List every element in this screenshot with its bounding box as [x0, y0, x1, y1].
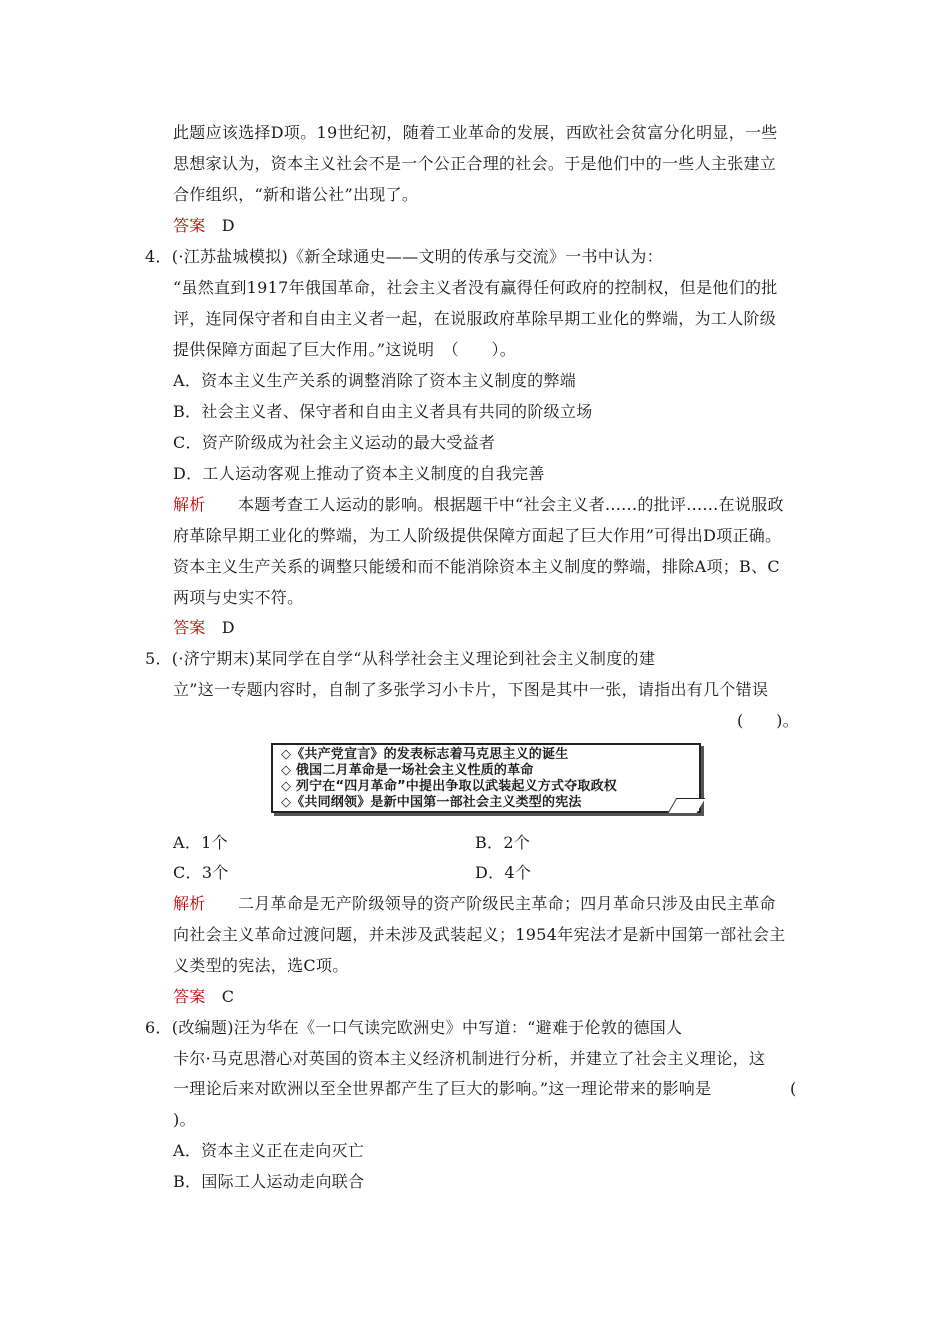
- question-stem: 4．(·江苏盐城模拟)《新全球通史——文明的传承与交流》一书中认为：: [145, 247, 663, 266]
- analysis-line: 两项与史实不符。: [173, 588, 304, 607]
- option-b: B．国际工人运动走向联合: [173, 1172, 365, 1191]
- answer-label: 答案: [173, 987, 206, 1006]
- card-line: ◇《共同纲领》是新中国第一部社会主义类型的宪法: [281, 795, 582, 810]
- option-b: B．社会主义者、保守者和自由主义者具有共同的阶级立场: [173, 402, 593, 421]
- option-d: D．工人运动客观上推动了资本主义制度的自我完善: [173, 464, 545, 483]
- answer-blank-open: (: [790, 1079, 797, 1098]
- quote-line: “虽然直到1917年俄国革命，社会主义者没有赢得任何政府的控制权，但是他们的批: [173, 278, 778, 297]
- question-stem: 卡尔·马克思潜心对英国的资本主义经济机制进行分析，并建立了社会主义理论，这: [173, 1049, 766, 1068]
- answer-line: [173, 617, 235, 639]
- question-stem: 一理论后来对欧洲以至全世界都产生了巨大的影响。”这一理论带来的影响是: [173, 1079, 712, 1098]
- option-a: A．1个: [173, 833, 228, 852]
- answer-value: D: [221, 216, 235, 235]
- answer-line: [173, 986, 234, 1008]
- question-stem: 6．(改编题)汪为华在《一口气读完欧洲史》中写道：“避难于伦敦的德国人: [145, 1018, 683, 1037]
- study-card-figure: [271, 743, 701, 813]
- answer-value: C: [221, 987, 235, 1006]
- analysis-line: 向社会主义革命过渡问题，并未涉及武装起义；1954年宪法才是新中国第一部社会主: [173, 925, 786, 944]
- text-line: 此题应该选择D项。19世纪初，随着工业革命的发展，西欧社会贫富分化明显，一些: [173, 123, 778, 142]
- answer-line: [173, 215, 235, 237]
- quote-line: 提供保障方面起了巨大作用。”这说明 （ ）。: [173, 340, 517, 359]
- answer-label: 答案: [173, 216, 206, 235]
- analysis-line: 资本主义生产关系的调整只能缓和而不能消除资本主义制度的弊端，排除A项；B、C: [173, 557, 780, 576]
- analysis-text: 本题考查工人运动的影响。根据题干中“社会主义者......的批评......在说服政: [237, 495, 784, 514]
- analysis-label: 解析: [173, 894, 206, 913]
- analysis-line: [173, 893, 776, 915]
- option-a: A．资本主义生产关系的调整消除了资本主义制度的弊端: [173, 371, 577, 390]
- option-b: B．2个: [475, 833, 531, 852]
- analysis-line: 义类型的宪法，选C项。: [173, 956, 349, 975]
- text-line: 思想家认为，资本主义社会不是一个公正合理的社会。于是他们中的一些人主张建立: [173, 154, 777, 173]
- analysis-label: 解析: [173, 495, 206, 514]
- option-d: D．4个: [475, 863, 532, 882]
- answer-blank-close: )。: [173, 1110, 196, 1129]
- option-a: A．资本主义正在走向灭亡: [173, 1141, 365, 1160]
- text-line: 合作组织，“新和谐公社”出现了。: [173, 185, 419, 204]
- quote-line: 评，连同保守者和自由主义者一起，在说服政府革除早期工业化的弊端，为工人阶级: [173, 309, 777, 328]
- analysis-text: 二月革命是无产阶级领导的资产阶级民主革命；四月革命只涉及由民主革命: [237, 894, 776, 913]
- analysis-line: [173, 494, 784, 516]
- card-line: ◇ 俄国二月革命是一场社会主义性质的革命: [281, 763, 534, 778]
- question-stem: 立”这一专题内容时，自制了多张学习小卡片，下图是其中一张，请指出有几个错误: [173, 680, 769, 699]
- card-line: ◇ 列宁在“四月革命”中提出争取以武装起义方式夺取政权: [281, 779, 618, 794]
- answer-blank: ( )。: [737, 711, 799, 730]
- option-c: C．资产阶级成为社会主义运动的最大受益者: [173, 433, 496, 452]
- analysis-line: 府革除早期工业化的弊端，为工人阶级提供保障方面起了巨大作用”可得出D项正确。: [173, 526, 782, 545]
- card-line: ◇《共产党宣言》的发表标志着马克思主义的诞生: [281, 747, 569, 762]
- answer-label: 答案: [173, 618, 206, 637]
- answer-value: D: [221, 618, 235, 637]
- question-stem: 5．(·济宁期末)某同学在自学“从科学社会主义理论到社会主义制度的建: [145, 649, 656, 668]
- option-c: C．3个: [173, 863, 229, 882]
